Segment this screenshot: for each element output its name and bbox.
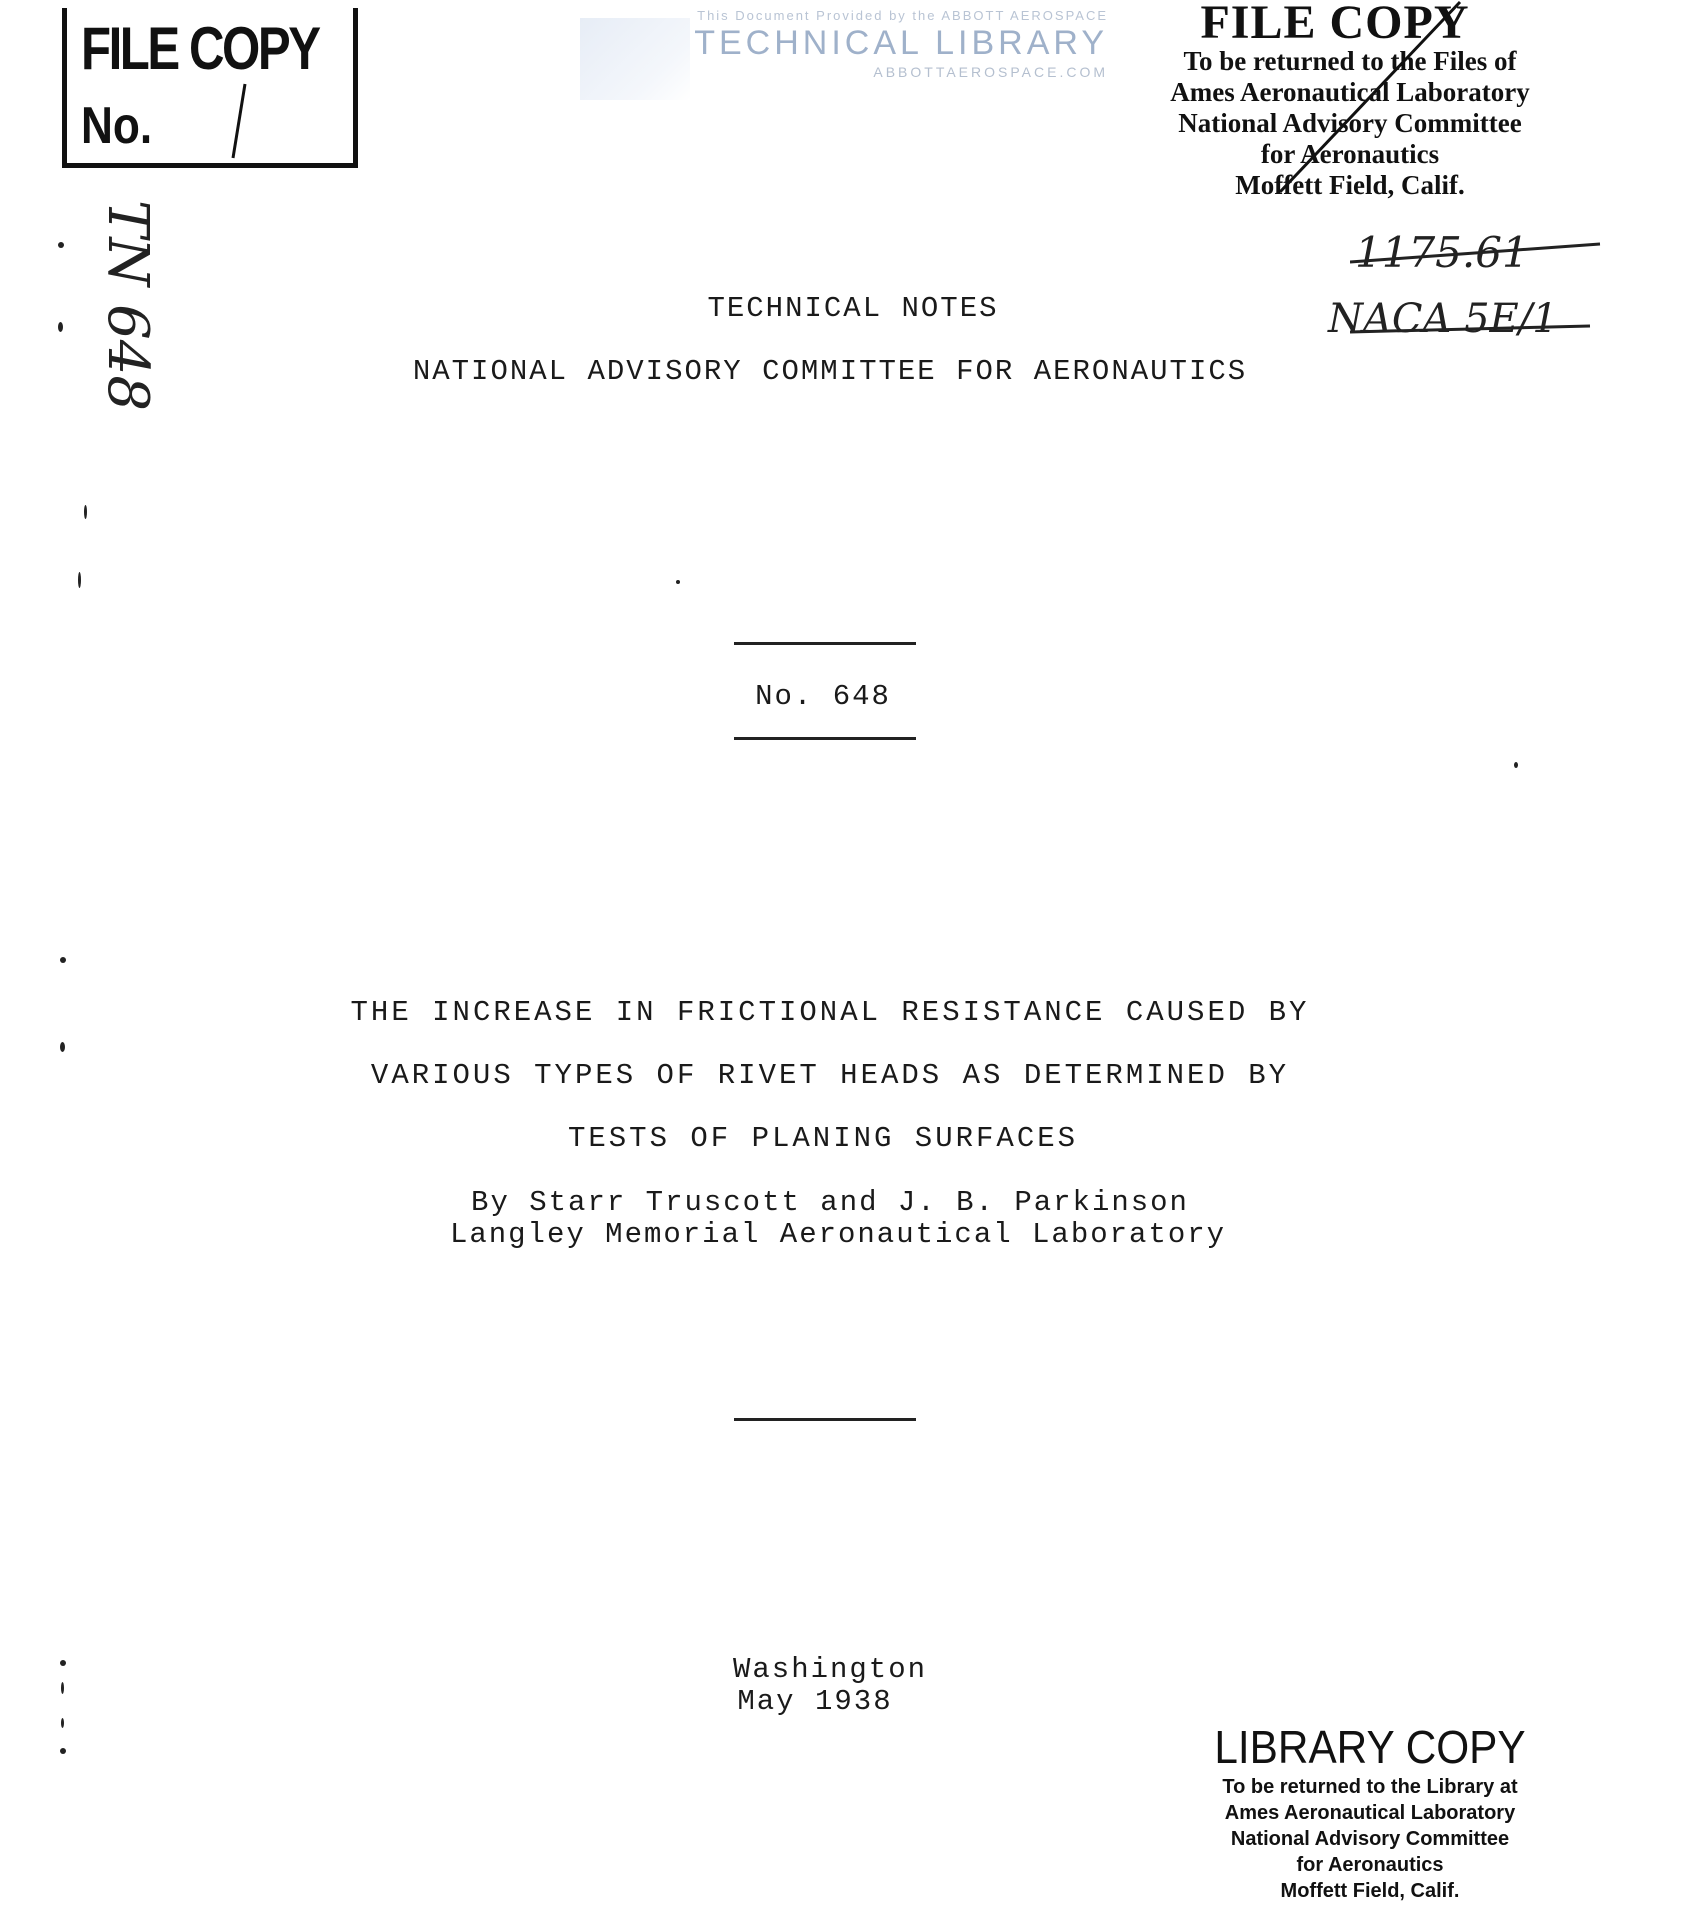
handwritten-catalog-number: 1175.61 [1355, 228, 1529, 277]
file-copy-stamp-number-label: No. [81, 97, 153, 155]
return-stamp-title: FILE COPY [1200, 0, 1470, 49]
watermark-logo-icon [580, 18, 690, 100]
scan-speck [58, 322, 63, 332]
author-byline: By Starr Truscott and J. B. Parkinson [471, 1186, 1189, 1219]
handwritten-margin-tn: TN 648 [95, 200, 160, 412]
scan-speck [78, 572, 81, 588]
note-number: No. 648 [755, 680, 891, 713]
handwritten-copy-number-mark [67, 8, 363, 168]
document-title-line: VARIOUS TYPES OF RIVET HEADS AS DETERMINED BY [370, 1059, 1290, 1092]
scan-speck [60, 1748, 66, 1754]
document-title-line: TESTS OF PLANING SURFACES [567, 1122, 1079, 1155]
file-copy-stamp-title: FILE COPY [81, 15, 319, 82]
scan-speck [60, 957, 66, 963]
scan-speck [58, 242, 64, 248]
watermark-line3: ABBOTTAEROSPACE.COM [873, 64, 1108, 80]
file-copy-stamp [62, 8, 358, 168]
author-affiliation: Langley Memorial Aeronautical Laboratory [449, 1218, 1227, 1251]
series-heading: TECHNICAL NOTES [707, 292, 999, 325]
return-stamp-line: Ames Aeronautical Laboratory [1170, 77, 1530, 107]
scan-speck [84, 505, 87, 519]
scan-speck [60, 1660, 66, 1666]
return-stamp-line: for Aeronautics [1260, 139, 1440, 169]
return-stamp-line: To be returned to the Files of [1183, 46, 1517, 76]
strike-through-mark [1130, 0, 1570, 210]
scan-speck [61, 1718, 64, 1728]
library-stamp-line: Ames Aeronautical Laboratory [1224, 1802, 1516, 1824]
return-stamp-line: National Advisory Committee [1178, 108, 1522, 138]
library-stamp-line: Moffett Field, Calif. [1280, 1880, 1460, 1902]
abbott-library-watermark [560, 4, 1120, 104]
document-title-line: THE INCREASE IN FRICTIONAL RESISTANCE CAUSED BY [350, 996, 1310, 1029]
library-stamp-line: To be returned to the Library at [1222, 1776, 1518, 1798]
library-stamp-line: National Advisory Committee [1230, 1828, 1510, 1850]
divider-rule [734, 1418, 916, 1421]
publication-place: Washington [732, 1653, 928, 1686]
scan-speck [61, 1682, 64, 1694]
return-stamp-line: Moffett Field, Calif. [1235, 170, 1465, 200]
divider-rule [734, 642, 916, 645]
library-stamp-line: for Aeronautics [1296, 1854, 1444, 1876]
watermark-line1: This Document Provided by the ABBOTT AEROSPACE [697, 8, 1108, 23]
scan-speck [60, 1042, 65, 1052]
return-files-stamp [1130, 0, 1570, 210]
library-stamp-title: LIBRARY COPY [1214, 1721, 1526, 1773]
organization-heading: NATIONAL ADVISORY COMMITTEE FOR AERONAUTICS [412, 355, 1248, 388]
scan-speck [676, 580, 680, 584]
library-copy-stamp [1170, 1720, 1570, 1904]
divider-rule [734, 737, 916, 740]
publication-date: May 1938 [737, 1685, 893, 1718]
handwritten-naca-code: NACA 5E/1 [1328, 296, 1558, 342]
scan-speck [1514, 762, 1518, 768]
watermark-line2: TECHNICAL LIBRARY [694, 24, 1108, 62]
